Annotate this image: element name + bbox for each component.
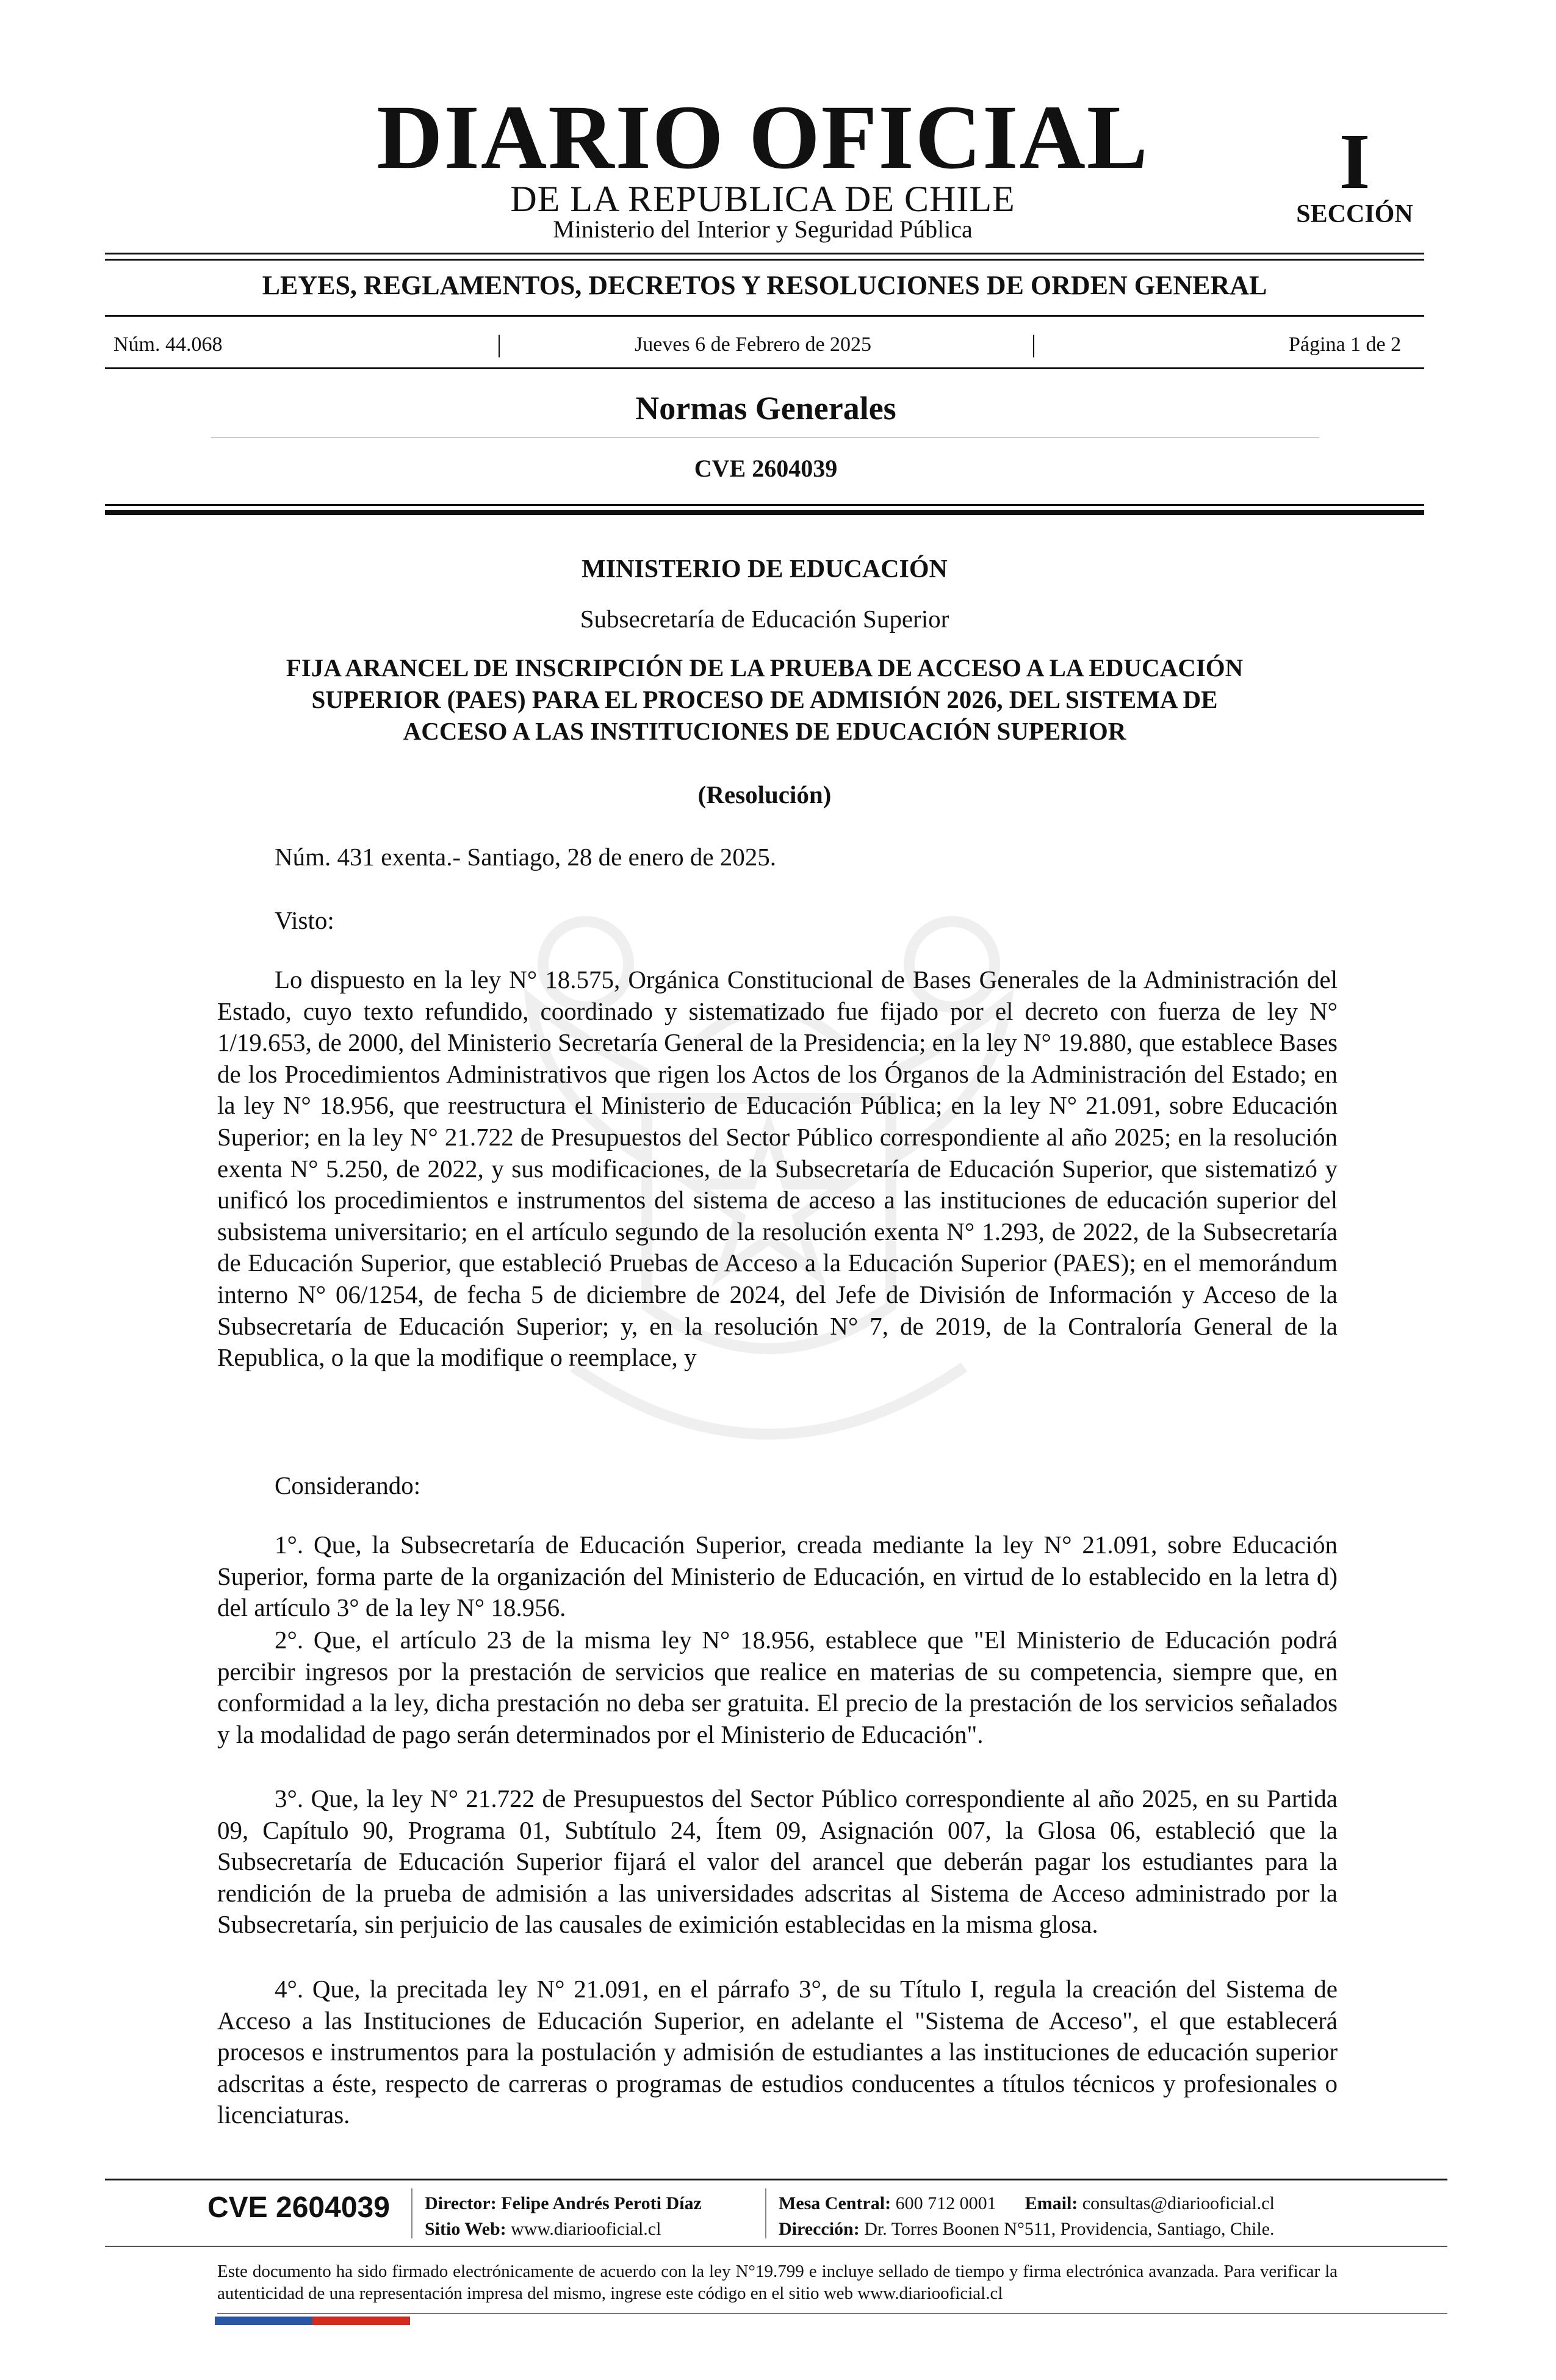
category-underline (211, 437, 1319, 438)
footer-address (779, 2220, 1275, 2238)
cve-code: CVE 2604039 (694, 455, 838, 482)
footer-rule-mid (105, 2246, 1447, 2247)
flag-stripe-red (312, 2317, 410, 2325)
director-name: Felipe Andrés Peroti Díaz (501, 2193, 702, 2213)
flag-stripe-blue (215, 2317, 312, 2325)
footer-mesa-central (779, 2194, 1275, 2213)
website-label: Sitio Web: (425, 2219, 506, 2239)
issue-page: Página 1 de 2 (1289, 333, 1402, 356)
considerando-paragraph: 4°. Que, la precitada ley N° 21.091, en el párrafo 3°, de su Título I, regula la creación del Sistema de Acceso a las Instituciones de Educación Superior, en adelante el "Sistema de Acceso", el que establecerá procesos e instrumentos para la postulación y admisión de estudiantes a las instituciones de educación superior adscritas a éste, respecto de carreras o programas de estudios conducentes a títulos técnicos y profesionales o licenciaturas. (217, 1975, 1338, 2129)
footer-divider (765, 2188, 766, 2238)
subsecretaria-heading: Subsecretaría de Educación Superior (580, 605, 949, 633)
masthead-ministry: Ministerio del Interior y Seguridad Pública (553, 215, 973, 243)
footer-divider (411, 2188, 412, 2238)
issue-date: Jueves 6 de Febrero de 2025 (635, 333, 872, 356)
article-title-line: ACCESO A LAS INSTITUCIONES DE EDUCACIÓN SUPERIOR (403, 717, 1126, 745)
info-rule-bottom (105, 367, 1424, 369)
signature-notice: Este documento ha sido firmado electrónicamente de acuerdo con la ley N°19.799 e incluye sellado de tiempo y firma electrónica avanzada. Para verificar la autenticidad de una representación impresa del mismo, ingrese este código en el sitio web www.diariooficial.cl (217, 2262, 1338, 2303)
footer-rule-bottom (217, 2313, 1447, 2314)
article-type: (Resolución) (697, 781, 832, 809)
article-title-line: FIJA ARANCEL DE INSCRIPCIÓN DE LA PRUEBA DE ACCESO A LA EDUCACIÓN (286, 654, 1244, 682)
section-label: SECCIÓN (1296, 200, 1413, 228)
director-label: Director: (425, 2193, 497, 2213)
resolution-number-line: Núm. 431 exenta.- Santiago, 28 de enero de 2025. (275, 843, 777, 871)
visto-paragraph: Lo dispuesto en la ley N° 18.575, Orgánica Constitucional de Bases Generales de la Administración del Estado, cuyo texto refundido, coordinado y sistematizado fue fijado por el decreto con fuerza de ley N° 1/19.653, de 2000, del Ministerio Secretaría General de la Presidencia; en la ley N° 19.880, que establece Bases de los Procedimientos Administrativos que rigen los Actos de los Órganos de la Administración del Estado; en la ley N° 18.956, que reestructura el Ministerio de Educación Pública; en la ley N° 21.091, sobre Educación Superior; en la ley N° 21.722 de Presupuestos del Sector Público correspondiente al año 2025; en la resolución exenta N° 5.250, de 2022, y sus modificaciones, de la Subsecretaría de Educación Superior, que sistematizó y unificó los procedimientos e instrumentos del sistema de acceso a las instituciones de educación superior del subsistema universitario; en el artículo segundo de la resolución exenta N° 1.293, de 2022, de la Subsecretaría de Educación Superior, que estableció Pruebas de Acceso a la Educación Superior (PAES); en el memorándum interno N° 06/1254, de fecha 5 de diciembre de 2024, del Jefe de División de Información y Acceso de la Subsecretaría de Educación Superior; y, en la resolución N° 7, de 2019, de la Contraloría General de la Republica, o la que la modifique o reemplace, y (217, 965, 1338, 1372)
issue-separator: | (1031, 330, 1037, 358)
mesa-value: 600 712 0001 (895, 2193, 996, 2213)
info-rule-top (105, 315, 1424, 317)
email-link[interactable]: consultas@diariooficial.cl (1082, 2193, 1275, 2213)
masthead-rule-double (105, 259, 1424, 261)
category-heading: Normas Generales (635, 390, 896, 427)
masthead-title: DIARIO OFICIAL (376, 87, 1149, 188)
article-title-line: SUPERIOR (PAES) PARA EL PROCESO DE ADMISIÓN 2026, DEL SISTEMA DE (311, 685, 1218, 713)
masthead-rule (105, 253, 1424, 254)
footer-website (425, 2220, 661, 2238)
header-rule (105, 504, 1424, 506)
address-label: Dirección: (779, 2219, 860, 2239)
section-banner: LEYES, REGLAMENTOS, DECRETOS Y RESOLUCIONES DE ORDEN GENERAL (262, 270, 1267, 300)
footer-cve-code: CVE 2604039 (207, 2191, 390, 2224)
address-value: Dr. Torres Boonen N°511, Providencia, Santiago, Chile. (864, 2219, 1275, 2239)
considerando-paragraph: 1°. Que, la Subsecretaría de Educación Superior, creada mediante la ley N° 21.091, sobre Educación Superior, forma parte de la organización del Ministerio de Educación, en virtud de lo establecido en la letra d) del artículo 3° de la ley N° 18.956. (217, 1531, 1338, 1622)
issue-number: Núm. 44.068 (113, 333, 223, 356)
issue-separator: | (497, 330, 502, 358)
website-link[interactable]: www.diariooficial.cl (511, 2219, 661, 2239)
footer-rule (105, 2179, 1447, 2180)
header-rule-thick (105, 510, 1424, 515)
considerando-paragraph: 2°. Que, el artículo 23 de la misma ley N° 18.956, establece que "El Ministerio de Educación podrá percibir ingresos por la prestación de servicios que realice en materias de su competencia, siempre que, en conformidad a la ley, dicha prestación no deba ser gratuita. El precio de la prestación de los servicios señalados y la modalidad de pago serán determinados por el Ministerio de Educación". (217, 1626, 1338, 1748)
ministry-heading: MINISTERIO DE EDUCACIÓN (582, 555, 948, 583)
mesa-label: Mesa Central: (779, 2193, 891, 2213)
considerando-label: Considerando: (275, 1471, 421, 1499)
masthead-subtitle: DE LA REPUBLICA DE CHILE (510, 179, 1015, 219)
section-numeral: I (1339, 118, 1371, 206)
considerando-paragraph: 3°. Que, la ley N° 21.722 de Presupuestos del Sector Público correspondiente al año 2025, en su Partida 09, Capítulo 90, Programa 01, Subtítulo 24, Ítem 09, Asignación 007, la Glosa 06, estableció que la Subsecretaría de Educación Superior fijará el valor del arancel que deberán pagar los estudiantes para la rendición de la prueba de admisión a las universidades adscritas al Sistema de Acceso administrado por la Subsecretaría, sin perjuicio de las causales de eximición establecidas en la misma glosa. (217, 1784, 1338, 1939)
email-label: Email: (1025, 2193, 1078, 2213)
footer-director (425, 2194, 702, 2213)
visto-label: Visto: (275, 906, 334, 934)
